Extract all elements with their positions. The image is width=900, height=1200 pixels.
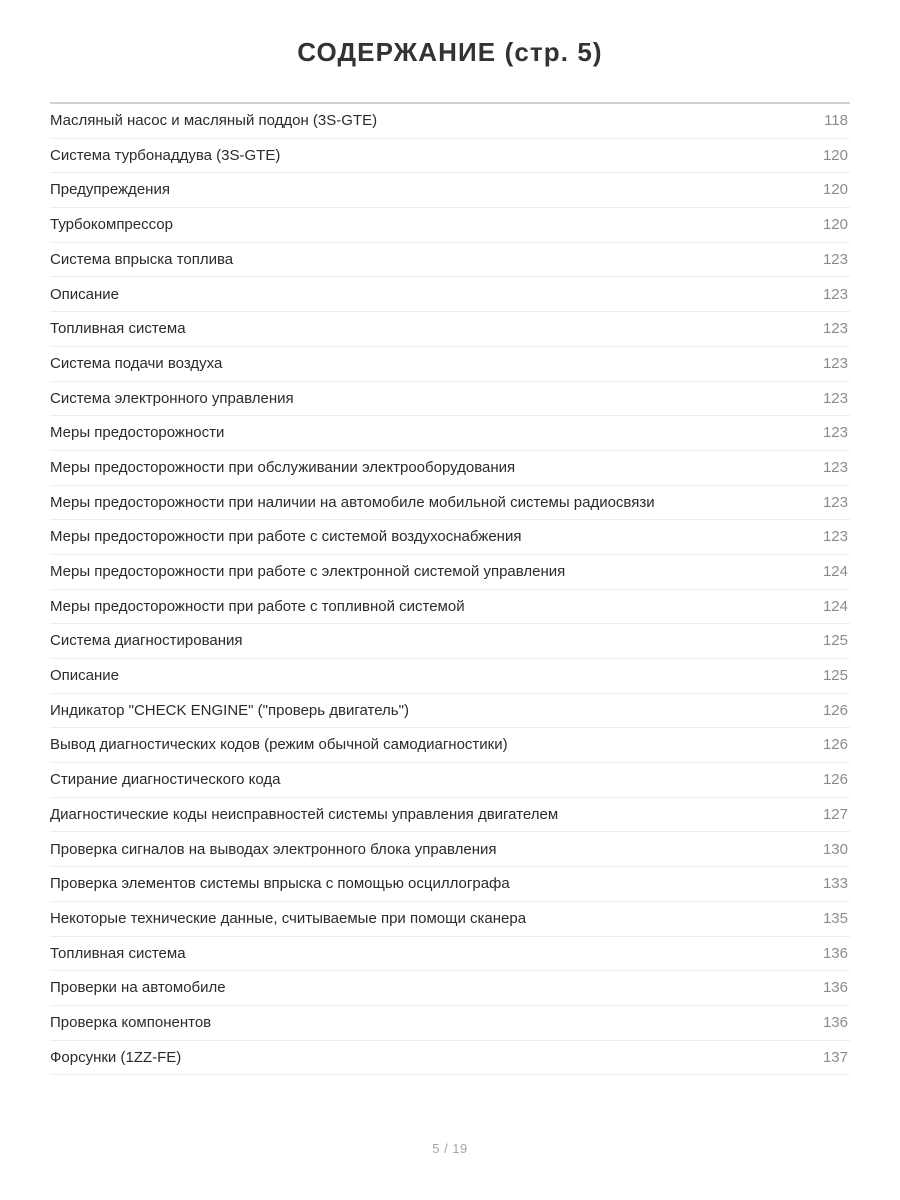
toc-row[interactable] bbox=[50, 832, 850, 867]
toc-entry-page-number: 123 bbox=[778, 242, 850, 277]
toc-row[interactable] bbox=[50, 589, 850, 624]
toc-row[interactable] bbox=[50, 138, 850, 173]
toc-row[interactable] bbox=[50, 763, 850, 798]
toc-row[interactable] bbox=[50, 901, 850, 936]
toc-row[interactable] bbox=[50, 554, 850, 589]
toc-row[interactable] bbox=[50, 381, 850, 416]
toc-entry-title[interactable]: Меры предосторожности bbox=[50, 416, 778, 451]
toc-row[interactable] bbox=[50, 797, 850, 832]
toc-entry-title[interactable]: Проверки на автомобиле bbox=[50, 971, 778, 1006]
toc-entry-page-number: 120 bbox=[778, 138, 850, 173]
toc-row[interactable] bbox=[50, 450, 850, 485]
toc-row[interactable] bbox=[50, 277, 850, 312]
toc-entry-page-number: 120 bbox=[778, 208, 850, 243]
toc-row[interactable] bbox=[50, 624, 850, 659]
toc-entry-page-number: 126 bbox=[778, 693, 850, 728]
toc-entry-page-number: 127 bbox=[778, 797, 850, 832]
toc-entry-page-number: 123 bbox=[778, 485, 850, 520]
toc-row[interactable] bbox=[50, 520, 850, 555]
toc-entry-title[interactable]: Некоторые технические данные, считываемые при помощи сканера bbox=[50, 901, 778, 936]
toc-entry-page-number: 130 bbox=[778, 832, 850, 867]
toc-row[interactable] bbox=[50, 971, 850, 1006]
toc-entry-page-number: 123 bbox=[778, 312, 850, 347]
toc-entry-page-number: 120 bbox=[778, 173, 850, 208]
toc-entry-title[interactable]: Стирание диагностического кода bbox=[50, 763, 778, 798]
toc-entry-title[interactable]: Меры предосторожности при работе с топливной системой bbox=[50, 589, 778, 624]
toc-body bbox=[50, 104, 850, 1075]
toc-entry-title[interactable]: Меры предосторожности при работе с системой воздухоснабжения bbox=[50, 520, 778, 555]
toc-row[interactable] bbox=[50, 104, 850, 139]
toc-entry-title[interactable]: Проверка сигналов на выводах электронного блока управления bbox=[50, 832, 778, 867]
toc-entry-title[interactable]: Форсунки (1ZZ-FE) bbox=[50, 1040, 778, 1075]
toc-row[interactable] bbox=[50, 1005, 850, 1040]
toc-row[interactable] bbox=[50, 416, 850, 451]
toc-entry-title[interactable]: Описание bbox=[50, 277, 778, 312]
toc-entry-title[interactable]: Описание bbox=[50, 659, 778, 694]
toc-entry-page-number: 124 bbox=[778, 554, 850, 589]
toc-entry-page-number: 136 bbox=[778, 1005, 850, 1040]
toc-entry-title[interactable]: Меры предосторожности при обслуживании электрооборудования bbox=[50, 450, 778, 485]
toc-entry-title[interactable]: Масляный насос и масляный поддон (3S-GTE) bbox=[50, 104, 778, 139]
toc-entry-page-number: 133 bbox=[778, 867, 850, 902]
toc-entry-title[interactable]: Диагностические коды неисправностей системы управления двигателем bbox=[50, 797, 778, 832]
toc-entry-title[interactable]: Турбокомпрессор bbox=[50, 208, 778, 243]
toc-entry-title[interactable]: Система турбонаддува (3S-GTE) bbox=[50, 138, 778, 173]
toc-entry-title[interactable]: Индикатор "CHECK ENGINE" ("проверь двигатель") bbox=[50, 693, 778, 728]
toc-entry-title[interactable]: Топливная система bbox=[50, 936, 778, 971]
toc-entry-title[interactable]: Топливная система bbox=[50, 312, 778, 347]
toc-entry-page-number: 125 bbox=[778, 624, 850, 659]
toc-row[interactable] bbox=[50, 659, 850, 694]
toc-entry-title[interactable]: Система подачи воздуха bbox=[50, 346, 778, 381]
toc-entry-page-number: 125 bbox=[778, 659, 850, 694]
toc-entry-title[interactable]: Система электронного управления bbox=[50, 381, 778, 416]
toc-row[interactable] bbox=[50, 173, 850, 208]
toc-row[interactable] bbox=[50, 1040, 850, 1075]
page-title: СОДЕРЖАНИЕ (стр. 5) bbox=[297, 37, 603, 67]
toc-entry-page-number: 123 bbox=[778, 346, 850, 381]
toc-entry-page-number: 126 bbox=[778, 728, 850, 763]
toc-entry-page-number: 123 bbox=[778, 381, 850, 416]
toc-entry-page-number: 123 bbox=[778, 416, 850, 451]
toc-entry-page-number: 123 bbox=[778, 277, 850, 312]
toc-entry-title[interactable]: Проверка компонентов bbox=[50, 1005, 778, 1040]
toc-entry-page-number: 126 bbox=[778, 763, 850, 798]
toc-entry-page-number: 137 bbox=[778, 1040, 850, 1075]
toc-entry-title[interactable]: Вывод диагностических кодов (режим обычной самодиагностики) bbox=[50, 728, 778, 763]
toc-row[interactable] bbox=[50, 728, 850, 763]
toc-row[interactable] bbox=[50, 208, 850, 243]
toc-entry-title[interactable]: Предупреждения bbox=[50, 173, 778, 208]
toc-entry-page-number: 118 bbox=[778, 104, 850, 139]
toc-entry-page-number: 123 bbox=[778, 520, 850, 555]
toc-row[interactable] bbox=[50, 346, 850, 381]
table-of-contents bbox=[50, 104, 850, 1076]
toc-entry-page-number: 124 bbox=[778, 589, 850, 624]
toc-entry-title[interactable]: Меры предосторожности при наличии на автомобиле мобильной системы радиосвязи bbox=[50, 485, 778, 520]
toc-row[interactable] bbox=[50, 867, 850, 902]
toc-entry-page-number: 135 bbox=[778, 901, 850, 936]
toc-row[interactable] bbox=[50, 936, 850, 971]
toc-row[interactable] bbox=[50, 485, 850, 520]
toc-entry-title[interactable]: Система диагностирования bbox=[50, 624, 778, 659]
toc-row[interactable] bbox=[50, 693, 850, 728]
toc-entry-title[interactable]: Проверка элементов системы впрыска с помощью осциллографа bbox=[50, 867, 778, 902]
toc-entry-page-number: 123 bbox=[778, 450, 850, 485]
toc-entry-title[interactable]: Меры предосторожности при работе с электронной системой управления bbox=[50, 554, 778, 589]
toc-entry-page-number: 136 bbox=[778, 936, 850, 971]
toc-row[interactable] bbox=[50, 242, 850, 277]
toc-entry-page-number: 136 bbox=[778, 971, 850, 1006]
page-footer: 5 / 19 bbox=[432, 1141, 468, 1156]
toc-row[interactable] bbox=[50, 312, 850, 347]
toc-entry-title[interactable]: Система впрыска топлива bbox=[50, 242, 778, 277]
